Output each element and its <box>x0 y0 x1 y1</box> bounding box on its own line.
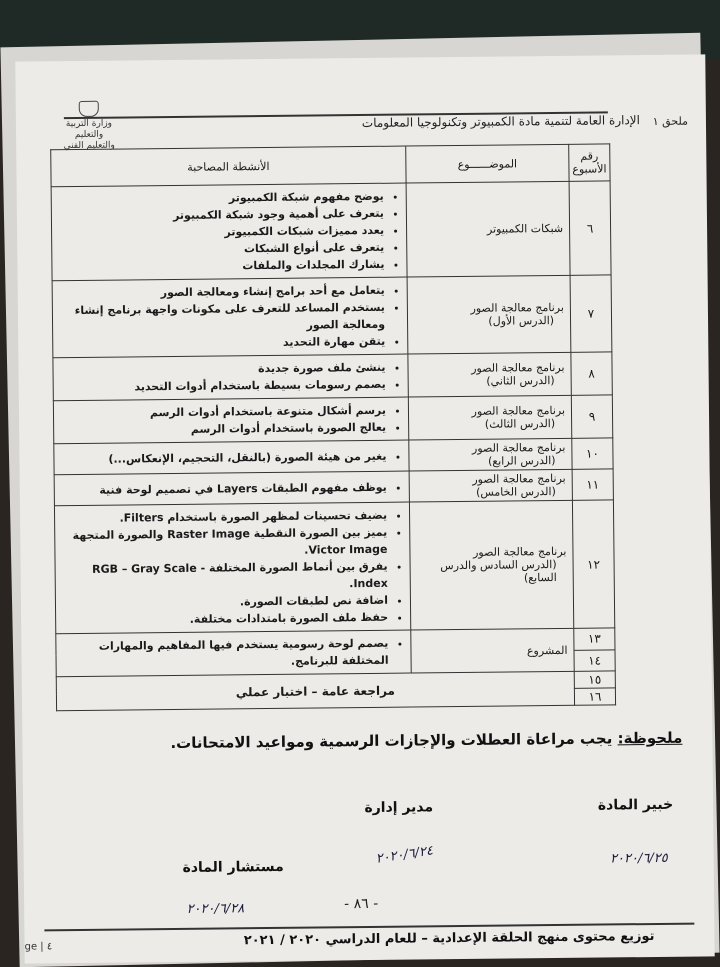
ministry-logo <box>54 101 124 152</box>
topic-title: المشروع <box>526 643 568 657</box>
table-row <box>53 395 612 444</box>
column-week: رقم الأسبوع <box>569 144 610 181</box>
week-cell: ١١ <box>572 469 613 500</box>
topic-subtitle: (الدرس الثالث) <box>484 417 556 431</box>
page-number: - ٨٦ - <box>344 895 379 913</box>
activities-cell <box>54 471 409 506</box>
activities-cell <box>53 397 408 444</box>
activity-item: • يشارك المجلدات والملفات <box>60 256 384 276</box>
activity-item: • يصمم رسومات بسيطة باستخدام أدوات التحديد <box>62 376 386 396</box>
table-row <box>53 352 612 401</box>
header-title: الإدارة العامة لتنمية مادة الكمبيوتر وتكنولوجيا المعلومات <box>361 113 641 131</box>
column-activities: الأنشطة المصاحبة <box>51 146 406 187</box>
week-cell: ٩ <box>571 395 612 438</box>
activity-item: • يعدد مميزات شبكات الكمبيوتر <box>60 222 384 242</box>
activity-item: • يوظف مفهوم الطبقات Layers في تصميم لوحة فنية <box>63 478 387 498</box>
activities-cell <box>52 277 408 358</box>
week-cell: ٨ <box>571 352 612 395</box>
activities-cell <box>54 502 410 634</box>
emblem-icon <box>79 101 99 117</box>
activity-item: • يتعرف على أهمية وجود شبكة الكمبيوتر <box>60 205 384 225</box>
topic-cell <box>406 181 570 277</box>
consultant-title: مستشار المادة <box>182 858 284 876</box>
topic-cell <box>408 395 571 440</box>
activity-item: • اضافة نص لطبقات الصورة. <box>64 592 388 612</box>
activity-item: • يميز بين الصورة النقطية Raster Image والصورة المتجهة Victor Image. <box>63 524 387 561</box>
note <box>62 729 682 753</box>
activity-item: • يتعامل مع أحد برامج إنشاء ومعالجة الصور <box>61 282 385 302</box>
expert-date: ٢٠٢٠/٦/٢٥ <box>609 850 668 867</box>
expert-title: خبير المادة <box>597 796 674 814</box>
topic-subtitle: (الدرس الخامس) <box>475 485 556 499</box>
topic-cell <box>408 352 571 397</box>
activities-cell <box>51 183 407 281</box>
manager-date: ٢٠٢٠/٦/٢٤ <box>375 843 435 867</box>
table-row <box>51 181 611 281</box>
topic-cell <box>409 469 572 502</box>
topic-title: برنامج معالجة الصور <box>471 403 566 418</box>
topic-cell <box>411 628 574 673</box>
topic-cell <box>407 275 571 354</box>
activities-cell <box>54 440 409 475</box>
week-cell: ١٠ <box>572 438 613 469</box>
week-cell: ٦ <box>569 181 611 275</box>
ministry-line-2: والتعليم الفني <box>63 140 115 152</box>
activity-item: • يعالج الصورة باستخدام أدوات الرسم <box>62 419 386 439</box>
week-cell: ١٦ <box>574 688 615 705</box>
ministry-line-1: وزارة التربية والتعليم <box>65 118 113 141</box>
document-page <box>15 54 714 963</box>
activity-item: • ينشئ ملف صورة جديدة <box>61 359 385 379</box>
activity-item: • يتقن مهارة التحديد <box>61 333 385 353</box>
topic-title: برنامج معالجة الصور <box>470 300 564 315</box>
topic-subtitle: (الدرس السادس والدرس السابع) <box>440 557 557 585</box>
activity-item: • يصمم لوحة رسومية يستخدم فيها المفاهيم والمهارات المختلفة للبرنامج. <box>64 635 388 672</box>
topic-subtitle: (الدرس الثاني) <box>486 374 555 388</box>
table-header-row <box>51 144 610 187</box>
activities-cell <box>53 354 408 401</box>
week-cell: ١٤ <box>574 649 615 671</box>
activity-item: • يفرق بين أنماط الصورة المختلفة RGB – Gray Scale - Index. <box>64 558 388 595</box>
activities-cell <box>56 630 411 677</box>
week-cell: ١٥ <box>574 671 615 688</box>
footer-text: توزيع محتوى منهج الحلقة الإعدادية – للعام الدراسي ٢٠٢٠ / ٢٠٢١ <box>243 928 655 949</box>
footer-corner: ge | ٤ <box>24 941 53 953</box>
week-cell: ١٣ <box>574 628 615 650</box>
activity-item: • يضيف تحسينات لمظهر الصورة باستخدام Filters. <box>63 507 387 527</box>
appendix-label: ملحق ١ <box>652 114 689 128</box>
note-text: يجب مراعاة العطلات والإجازات الرسمية ومواعيد الامتحانات. <box>170 729 613 753</box>
curriculum-table <box>50 140 616 711</box>
topic-title: برنامج معالجة الصور <box>471 440 566 455</box>
topic-subtitle: (الدرس الأول) <box>488 314 555 328</box>
table-body <box>51 181 615 634</box>
consultant-date: ٢٠٢٠/٦/٢٨ <box>186 901 245 917</box>
activity-item: • حفظ ملف الصورة بامتدادات مختلفة. <box>64 609 388 629</box>
activity-item: • يتعرف على أنواع الشبكات <box>60 239 384 259</box>
topic-title: برنامج معالجة الصور <box>471 360 565 375</box>
activity-item: • يرسم أشكال متنوعة باستخدام أدوات الرسم <box>62 402 386 422</box>
topic-cell <box>409 500 573 630</box>
topic-title: شبكات الكمبيوتر <box>486 221 564 236</box>
activity-item: • يستخدم المساعد للتعرف على مكونات واجهة برنامج إنشاء ومعالجة الصور <box>61 299 385 336</box>
topic-title: برنامج معالجة الصور <box>472 471 566 486</box>
manager-title: مدير إدارة <box>364 799 434 817</box>
column-topic: الموضــــــوع <box>406 144 569 183</box>
week-cell: ١٢ <box>572 500 614 628</box>
topic-cell <box>409 438 572 471</box>
table-row-project-a <box>56 628 615 655</box>
table-row <box>52 275 612 358</box>
table-row <box>54 500 614 634</box>
activity-item: • يوضح مفهوم شبكة الكمبيوتر <box>60 188 384 208</box>
activity-item: • يغير من هيئة الصورة (بالنقل، التحجيم، الإنعكاس...) <box>62 447 386 467</box>
topic-title: برنامج معالجة الصور <box>473 544 567 559</box>
review-cell: مراجعة عامة – اختبار عملي <box>56 671 574 710</box>
note-label: ملحوظة: <box>617 728 683 748</box>
week-cell: ٧ <box>570 275 612 352</box>
topic-subtitle: (الدرس الرابع) <box>487 454 556 468</box>
